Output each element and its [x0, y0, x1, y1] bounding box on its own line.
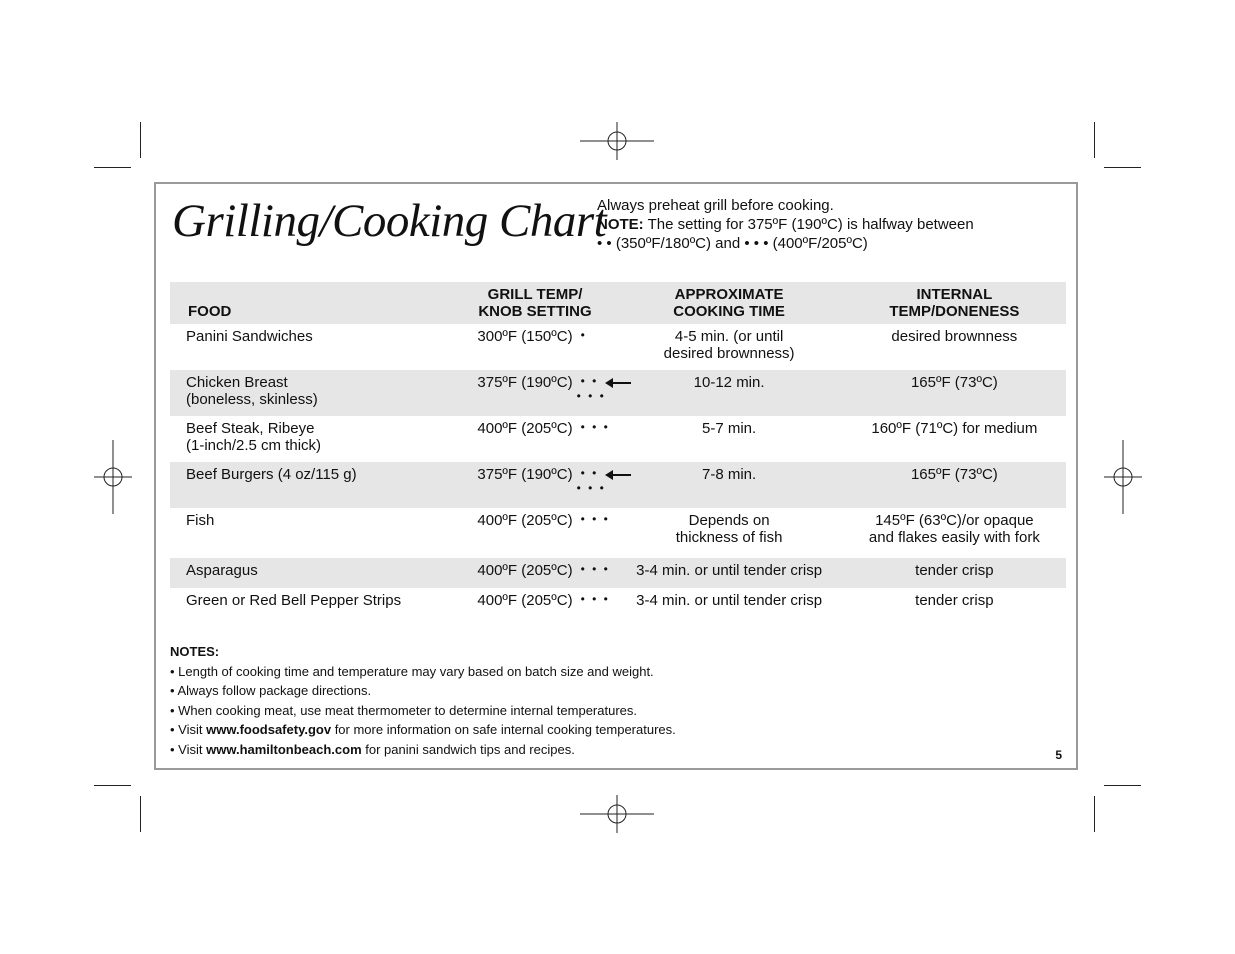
food-cell	[170, 416, 455, 462]
header-food: FOOD	[170, 282, 455, 324]
registration-mark-icon	[94, 440, 132, 514]
knob-dots: • •	[580, 374, 599, 388]
notes-section	[170, 642, 676, 759]
temp-value: 400ºF (205ºC)	[477, 420, 573, 437]
food-cell	[170, 462, 455, 508]
page-title: Grilling/Cooking Chart	[172, 195, 607, 247]
food-name: Asparagus	[186, 562, 258, 579]
table-row	[170, 370, 1066, 416]
header-time	[615, 282, 842, 324]
time-line2: thickness of fish	[675, 529, 783, 546]
note-text: • Visit	[170, 722, 207, 737]
time-cell	[615, 462, 842, 508]
food-name: Green or Red Bell Pepper Strips	[186, 592, 402, 609]
knob-dots: • • •	[580, 562, 610, 576]
header-internal-line2: TEMP/DONENESS	[889, 303, 1020, 320]
food-name: Panini Sandwiches	[186, 328, 313, 345]
internal-cell	[843, 462, 1066, 508]
knob-dots-alt: • • •	[576, 389, 606, 403]
internal-cell	[843, 508, 1066, 558]
temp-wrap	[455, 328, 616, 345]
temp-value: 300ºF (150ºC)	[477, 328, 573, 345]
temp-cell	[455, 588, 616, 618]
time-line1: 5-7 min.	[702, 420, 757, 437]
temp-cell	[455, 508, 616, 558]
crop-mark	[94, 167, 131, 168]
temp-wrap	[455, 466, 616, 495]
internal-line1: 165ºF (73ºC)	[910, 374, 998, 391]
food-cell	[170, 370, 455, 416]
header-temp-line1: GRILL TEMP/	[487, 286, 583, 303]
time-line2: desired brownness)	[663, 345, 795, 362]
internal-line1: tender crisp	[915, 592, 994, 609]
knob-dots: • •	[580, 466, 599, 480]
note-text: The setting for 375ºF (190ºC) is halfway between	[643, 216, 974, 233]
knob-dots: • • •	[580, 592, 610, 606]
table-row	[170, 416, 1066, 462]
note-line	[597, 215, 974, 234]
arrow-left-icon	[605, 469, 631, 481]
table-row	[170, 324, 1066, 370]
registration-mark-icon	[580, 122, 654, 160]
internal-line1: desired brownness	[891, 328, 1018, 345]
header-temp	[455, 282, 616, 324]
dot-legend-line: • • (350ºF/180ºC) and • • • (400ºF/205ºC)	[597, 235, 868, 252]
internal-line2: and flakes easily with fork	[868, 529, 1040, 546]
intro-text	[597, 196, 974, 253]
internal-cell	[843, 324, 1066, 370]
knob-dots: • • •	[580, 512, 610, 526]
note-text: for more information on safe internal cooking temperatures.	[331, 722, 676, 737]
knob-dots: • • •	[580, 420, 610, 434]
table-row	[170, 588, 1066, 618]
food-cell	[170, 588, 455, 618]
food-name: Chicken Breast	[186, 374, 288, 391]
internal-line1: 165ºF (73ºC)	[910, 466, 998, 483]
temp-cell	[455, 416, 616, 462]
crop-mark	[1104, 167, 1141, 168]
temp-wrap	[455, 592, 616, 609]
temp-cell	[455, 370, 616, 416]
note-item	[170, 720, 676, 740]
time-line1: 4-5 min. (or until	[674, 328, 784, 345]
time-cell	[615, 416, 842, 462]
chart-frame	[154, 182, 1078, 770]
food-cell	[170, 558, 455, 588]
crop-mark	[140, 122, 141, 158]
time-cell	[615, 558, 842, 588]
temp-wrap	[455, 562, 616, 579]
temp-wrap	[455, 512, 616, 529]
registration-mark-icon	[1104, 440, 1142, 514]
temp-value: 400ºF (205ºC)	[477, 592, 573, 609]
table-row	[170, 462, 1066, 508]
note-text: • Visit	[170, 741, 207, 757]
header-temp-line2: KNOB SETTING	[478, 303, 592, 320]
note-item: • When cooking meat, use meat thermometer to determine internal temperatures.	[170, 702, 637, 718]
crop-mark	[94, 785, 131, 786]
temp-value: 375ºF (190ºC)	[477, 466, 573, 483]
knob-dots: •	[580, 328, 587, 342]
crop-mark	[140, 796, 141, 832]
header-internal-line1: INTERNAL	[916, 286, 993, 303]
note-item	[170, 740, 676, 760]
note-text: for panini sandwich tips and recipes.	[361, 741, 575, 757]
preheat-line: Always preheat grill before cooking.	[597, 197, 834, 214]
food-name: Fish	[186, 512, 215, 529]
temp-cell	[455, 558, 616, 588]
note-item: • Length of cooking time and temperature may vary based on batch size and weight.	[170, 663, 654, 679]
internal-cell	[843, 370, 1066, 416]
crop-mark	[1094, 122, 1095, 158]
time-cell	[615, 508, 842, 558]
time-line1: Depends on	[688, 512, 770, 529]
time-line1: 10-12 min.	[693, 374, 765, 391]
internal-line1: 160ºF (71ºC) for medium	[871, 420, 1038, 437]
food-cell	[170, 508, 455, 558]
header-time-line1: APPROXIMATE	[674, 286, 784, 303]
header-internal	[843, 282, 1066, 324]
note-item: • Always follow package directions.	[170, 683, 372, 698]
header-time-line2: COOKING TIME	[673, 303, 785, 320]
food-name: Beef Steak, Ribeye	[186, 420, 315, 437]
time-line1: 3-4 min. or until tender crisp	[636, 562, 823, 579]
temp-wrap	[455, 374, 616, 403]
foodsafety-link[interactable]: www.foodsafety.gov	[206, 722, 332, 737]
food-cell	[170, 324, 455, 370]
internal-line1: tender crisp	[915, 562, 994, 579]
crop-mark	[1094, 796, 1095, 832]
note-label: NOTE:	[597, 216, 644, 233]
food-detail: (1-inch/2.5 cm thick)	[186, 437, 322, 454]
temp-cell	[455, 462, 616, 508]
food-detail: (boneless, skinless)	[186, 391, 318, 408]
crop-mark	[1104, 785, 1141, 786]
food-name: Beef Burgers (4 oz/115 g)	[186, 466, 357, 483]
time-line1: 7-8 min.	[702, 466, 757, 483]
table-row	[170, 508, 1066, 558]
time-cell	[615, 324, 842, 370]
knob-dots-alt: • • •	[576, 481, 606, 495]
internal-cell	[843, 416, 1066, 462]
page-number: 5	[1055, 748, 1062, 762]
table-row	[170, 558, 1066, 588]
temp-value: 400ºF (205ºC)	[477, 512, 573, 529]
temp-value: 375ºF (190ºC)	[477, 374, 573, 391]
registration-mark-icon	[580, 795, 654, 833]
table-header-row	[170, 282, 1066, 324]
time-line1: 3-4 min. or until tender crisp	[636, 592, 823, 609]
hamiltonbeach-link[interactable]: www.hamiltonbeach.com	[206, 741, 362, 757]
internal-cell	[843, 558, 1066, 588]
notes-heading: NOTES:	[170, 644, 220, 659]
temp-value: 400ºF (205ºC)	[477, 562, 573, 579]
temp-wrap	[455, 420, 616, 437]
internal-cell	[843, 588, 1066, 618]
temp-cell	[455, 324, 616, 370]
internal-line1: 145ºF (63ºC)/or opaque	[875, 512, 1034, 529]
time-cell	[615, 370, 842, 416]
arrow-left-icon	[605, 377, 631, 389]
time-cell	[615, 588, 842, 618]
cooking-table	[170, 282, 1066, 618]
